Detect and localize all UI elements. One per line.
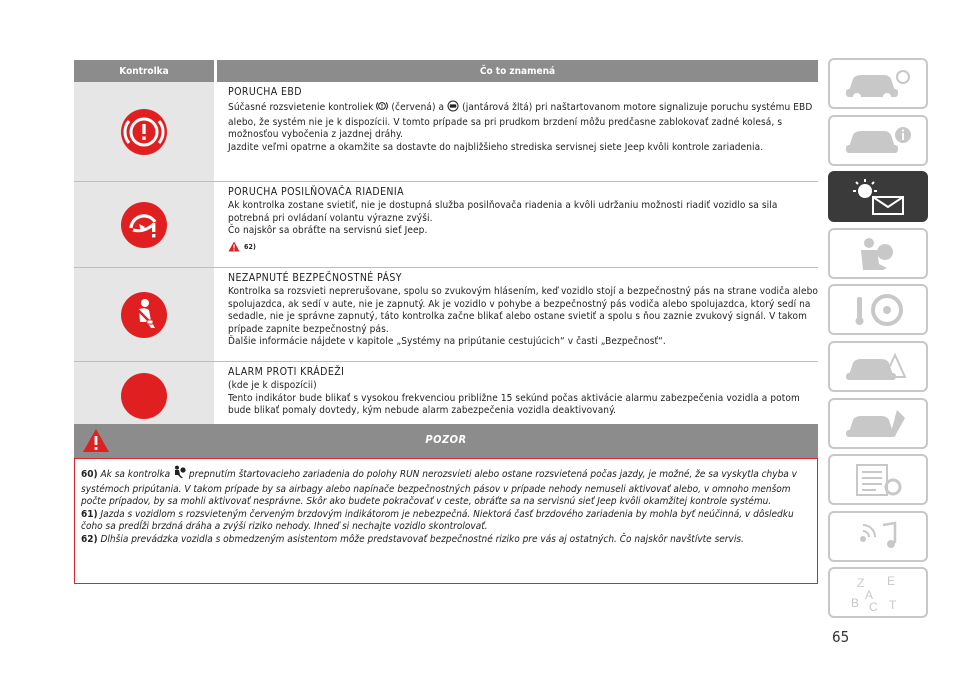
svg-text:Z: Z bbox=[857, 575, 865, 590]
warning-triangle-icon bbox=[228, 241, 240, 252]
tab-index[interactable] bbox=[828, 567, 928, 618]
chapter-tabs bbox=[828, 58, 928, 624]
warning-title: POZOR bbox=[425, 433, 467, 446]
car-info-icon bbox=[843, 123, 913, 157]
row-text: ALARM PROTI KRÁDEŽI (kde je k dispozícii) Tento indikátor bude blikať s vysokou frekvenciou približne 15 sekúnd počas aktivácie alarmu zabezpečenia vozidla a potom bude blikať pomaly dovtedy, kým nebude alarm zabezpečenia vozidla deaktivovaný. bbox=[214, 362, 818, 429]
header-meaning: Čo to znamená bbox=[214, 60, 818, 82]
tab-emergency[interactable] bbox=[828, 341, 928, 392]
alarm-led-icon bbox=[74, 362, 214, 429]
row-title: NEZAPNUTÉ BEZPEČNOSTNÉ PÁSY bbox=[228, 272, 402, 284]
warning-item-62: 62) Dlhšia prevádzka vozidla s obmedzeným asistentom môže predstavovať bezpečnostné riziko pre vás aj ostatných. Čo najskôr navštívte servis. bbox=[81, 533, 744, 545]
row-text: NEZAPNUTÉ BEZPEČNOSTNÉ PÁSY Kontrolka sa rozsvieti neprerušovane, spolu so zvukovým hlásením, keď vozidlo stojí a bezpečnostný pás na strane vodiča alebo spolujazdca, ak sedí v aute, nie je zapnutý. Ak je vozidlo v pohybe a bezpečnostný pás vodiča alebo spolujazdca, ktorý sedí na sedadle, nie je správne zapnutý, táto kontrolka začne blikať alebo ostane svietiť a spolu s ňou zaznie zvukový signál. V takom prípade zapnite bezpečnostný pás. Ďalšie informácie nájdete v kapitole „Systémy na pripútanie cestujúcich“ v časti „Bezpečnosť“. bbox=[228, 272, 819, 348]
alphabet-index-icon bbox=[843, 573, 913, 613]
tab-starting-driving[interactable] bbox=[828, 284, 928, 335]
table-row bbox=[74, 362, 818, 430]
header-indicator: Kontrolka bbox=[119, 65, 169, 77]
tab-maintenance[interactable] bbox=[828, 398, 928, 449]
multimedia-icon bbox=[843, 519, 913, 553]
airbag-person-icon bbox=[843, 236, 913, 270]
power-steering-icon bbox=[74, 182, 214, 267]
tab-technical-data[interactable] bbox=[828, 454, 928, 505]
tab-warning-lights[interactable] bbox=[828, 171, 928, 222]
row-title: ALARM PROTI KRÁDEŽI bbox=[228, 366, 345, 378]
car-icon bbox=[843, 67, 913, 101]
svg-text:T: T bbox=[889, 597, 897, 612]
seat-belt-icon bbox=[74, 268, 214, 361]
warning-light-message-icon bbox=[843, 177, 913, 217]
row-title: PORUCHA POSILŇOVAČA RIADENIA bbox=[228, 186, 404, 198]
brake-inline-icon bbox=[376, 100, 388, 116]
tab-car-overview[interactable] bbox=[828, 58, 928, 109]
table-header bbox=[74, 60, 818, 82]
svg-text:E: E bbox=[887, 573, 896, 588]
warning-header bbox=[74, 424, 818, 458]
warning-lights-table bbox=[74, 60, 818, 430]
row-text: PORUCHA EBD Súčasné rozsvietenie kontroliek (červená) a (jantárová žltá) pri naštartovanom motore signalizuje poruchu systému EBD alebo, že systém nie je k dispozícii. V tomto prípade sa pri prudkom brzdení môžu predčasne zablokovať zadné kolesá, s možnosťou vybočenia z jazdnej dráhy. Jazdite veľmi opatrne a okamžite sa dostavte do najbližšieho strediska servisnej siete Jeep kvôli kontrole zariadenia. bbox=[214, 82, 818, 181]
checklist-icon bbox=[843, 463, 913, 497]
tab-multimedia[interactable] bbox=[828, 511, 928, 562]
warning-item-60: 60) Ak sa kontrolka prepnutím štartovacieho zariadenia do polohy RUN nerozsvieti alebo ostane rozsvietená počas jazdy, je možné, že sa vyskytla chyba v systémoch pripútania. V takom prípade by sa airbagy alebo napínače bezpečnostných pásov v prípade nehody nemuseli aktivovať alebo, v omnoho menšom počte prípadov, by sa mohli aktivovať nesprávne. Skôr ako budete pokračovať v ceste, obráťte sa na servisnú sieť Jeep kvôli okamžitej kontrole systému. bbox=[81, 465, 811, 509]
warning-reference: 62) bbox=[228, 241, 818, 253]
brake-warning-icon bbox=[74, 82, 214, 181]
steering-wheel-icon bbox=[843, 293, 913, 327]
tab-car-info[interactable] bbox=[828, 115, 928, 166]
svg-text:B: B bbox=[851, 595, 860, 610]
table-row bbox=[74, 182, 818, 268]
warning-item-61: 61) Jazda s vozidlom s rozsvieteným červeným brzdovým indikátorom je nebezpečná. Niektorá časť brzdového zariadenia by mohla byť neúčinná, v dôsledku čoho sa predĺži brzdná dráha a zvýši riziko nehody. Ihneď si nechajte vozidlo skontrolovať. bbox=[81, 508, 794, 533]
page-number: 65 bbox=[832, 628, 850, 646]
table-row bbox=[74, 268, 818, 362]
table-row bbox=[74, 82, 818, 182]
car-crash-icon bbox=[843, 349, 913, 383]
airbag-icon bbox=[173, 465, 186, 484]
car-service-icon bbox=[843, 406, 913, 440]
svg-text:A: A bbox=[865, 587, 874, 602]
row-text: PORUCHA POSILŇOVAČA RIADENIA Ak kontrolka zostane svietiť, nie je dostupná služba posilňovača riadenia a kvôli udržaniu možnosti riadiť vozidlo sa sila potrebná pri ovládaní volantu výrazne zvýši. Čo najskôr sa obráťte na servisnú sieť Jeep. 62) bbox=[214, 182, 818, 267]
svg-text:C: C bbox=[869, 599, 878, 613]
abs-inline-icon bbox=[447, 100, 459, 116]
warning-body bbox=[74, 458, 818, 584]
tab-safety[interactable] bbox=[828, 228, 928, 279]
row-title: PORUCHA EBD bbox=[228, 86, 302, 98]
